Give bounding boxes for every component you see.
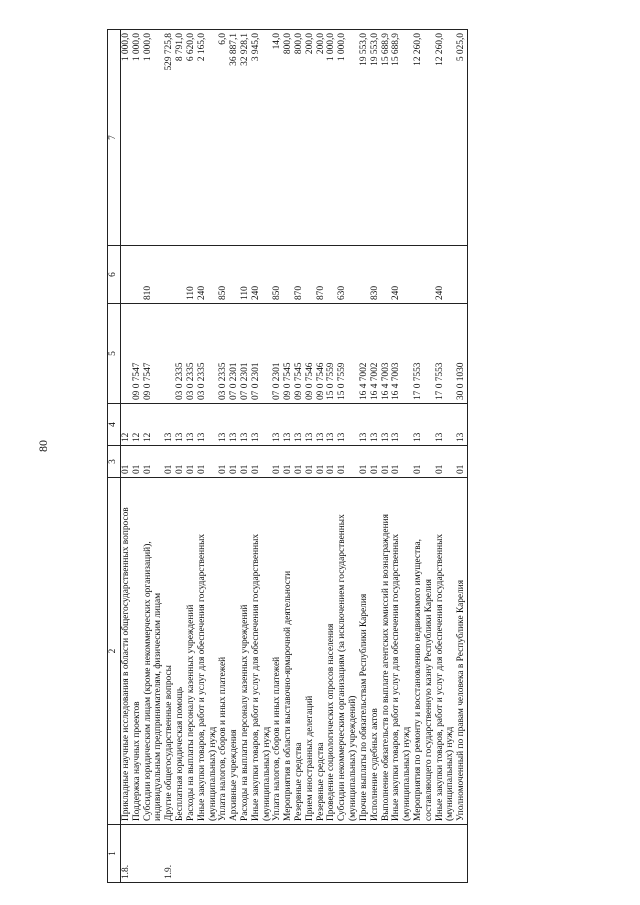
row-expense-type <box>326 246 337 304</box>
row-subsection: 13 <box>316 404 327 446</box>
row-amount: 14,0 <box>272 30 283 246</box>
row-number <box>175 825 186 883</box>
row-subsection: 13 <box>251 404 273 446</box>
row-number <box>337 825 359 883</box>
row-number <box>229 825 240 883</box>
row-amount: 200,0 <box>305 30 316 246</box>
row-name: Выполнение обязательств по выплате агентских комиссий и вознаграждения <box>381 478 392 825</box>
row-number <box>132 825 143 883</box>
row-target-article: 03 0 2335 <box>218 304 229 404</box>
col-header-7: 7 <box>108 30 121 246</box>
row-subsection: 13 <box>435 404 457 446</box>
table-row <box>337 30 359 883</box>
row-amount: 2 165,0 <box>197 30 219 246</box>
row-name: Резервные средства <box>294 478 305 825</box>
row-expense-type <box>381 246 392 304</box>
row-section: 01 <box>132 446 143 478</box>
row-target-article: 09 0 7547 <box>132 304 143 404</box>
row-section: 01 <box>143 446 165 478</box>
row-subsection: 13 <box>370 404 381 446</box>
row-section: 01 <box>251 446 273 478</box>
row-section: 01 <box>316 446 327 478</box>
row-target-article: 03 0 2335 <box>186 304 197 404</box>
row-name: Исполнение судебных актов <box>370 478 381 825</box>
row-section: 01 <box>381 446 392 478</box>
col-header-4: 4 <box>108 404 121 446</box>
table-row <box>218 30 229 883</box>
row-subsection: 13 <box>229 404 240 446</box>
row-subsection: 13 <box>391 404 413 446</box>
row-expense-type: 240 <box>391 246 413 304</box>
row-target-article: 09 0 7546 <box>316 304 327 404</box>
row-name: Субсидии юридическим лицам (кроме некоммерческих организаций), индивидуальным предпринимателям, физическим лицам <box>143 478 165 825</box>
row-number <box>413 825 435 883</box>
row-section: 01 <box>305 446 316 478</box>
table-row <box>186 30 197 883</box>
row-expense-type <box>121 246 132 304</box>
table-row <box>229 30 240 883</box>
row-name: Субсидии некоммерческим организациям (за исключением государственных (муниципальных) учреждений) <box>337 478 359 825</box>
row-target-article: 07 0 2301 <box>229 304 240 404</box>
row-name: Расходы на выплаты персоналу казенных учреждений <box>186 478 197 825</box>
row-section: 01 <box>359 446 370 478</box>
row-target-article: 09 0 7546 <box>305 304 316 404</box>
row-expense-type: 830 <box>370 246 381 304</box>
row-name: Иные закупки товаров, работ и услуг для обеспечения государственных (муниципальных) нужд <box>391 478 413 825</box>
table-row <box>164 30 175 883</box>
row-name: Бесплатная юридическая помощь <box>175 478 186 825</box>
table-row <box>175 30 186 883</box>
row-name: Иные закупки товаров, работ и услуг для обеспечения государственных (муниципальных) нужд <box>251 478 273 825</box>
row-expense-type: 870 <box>316 246 327 304</box>
row-target-article <box>121 304 132 404</box>
row-expense-type <box>305 246 316 304</box>
row-section: 01 <box>435 446 457 478</box>
row-section: 01 <box>121 446 132 478</box>
row-number <box>283 825 294 883</box>
row-section: 01 <box>175 446 186 478</box>
row-name: Расходы на выплаты персоналу казенных учреждений <box>240 478 251 825</box>
row-target-article: 17 0 7553 <box>413 304 435 404</box>
row-number <box>251 825 273 883</box>
row-number <box>272 825 283 883</box>
row-name: Иные закупки товаров, работ и услуг для обеспечения государственных (муниципальных) нужд <box>197 478 219 825</box>
col-header-6: 6 <box>108 246 121 304</box>
row-number <box>186 825 197 883</box>
row-name: Уплата налогов, сборов и иных платежей <box>218 478 229 825</box>
row-amount: 1 000,0 <box>132 30 143 246</box>
row-name: Уплата налогов, сборов и иных платежей <box>272 478 283 825</box>
table-row <box>240 30 251 883</box>
row-name: Проведение социологических опросов населения <box>326 478 337 825</box>
row-number: 1.9. <box>164 825 175 883</box>
table-row <box>197 30 219 883</box>
row-amount: 800,0 <box>283 30 294 246</box>
row-name: Прикладные научные исследования в области общегосударственных вопросов <box>121 478 132 825</box>
row-number <box>435 825 457 883</box>
row-amount: 1 000,0 <box>337 30 359 246</box>
table-row <box>391 30 413 883</box>
row-expense-type: 110 <box>240 246 251 304</box>
row-number <box>305 825 316 883</box>
row-amount: 12 260,0 <box>413 30 435 246</box>
row-number <box>359 825 370 883</box>
col-header-1: 1 <box>108 825 121 883</box>
row-section: 01 <box>229 446 240 478</box>
table-row <box>283 30 294 883</box>
row-amount: 529 725,8 <box>164 30 175 246</box>
row-amount: 19 553,0 <box>359 30 370 246</box>
row-section: 01 <box>337 446 359 478</box>
row-expense-type <box>164 246 175 304</box>
row-amount: 1 000,0 <box>326 30 337 246</box>
rotated-table-area <box>107 30 537 883</box>
row-name: Резервные средства <box>316 478 327 825</box>
row-section: 01 <box>456 446 467 478</box>
row-number <box>456 825 467 883</box>
row-section: 01 <box>294 446 305 478</box>
row-target-article: 09 0 7545 <box>283 304 294 404</box>
table-row <box>294 30 305 883</box>
row-number <box>381 825 392 883</box>
row-section: 01 <box>391 446 413 478</box>
table-row <box>359 30 370 883</box>
row-amount: 12 260,0 <box>435 30 457 246</box>
row-subsection: 13 <box>272 404 283 446</box>
col-header-3: 3 <box>108 446 121 478</box>
row-section: 01 <box>283 446 294 478</box>
row-amount: 36 887,1 <box>229 30 240 246</box>
row-amount: 15 688,9 <box>391 30 413 246</box>
row-target-article: 15 0 7559 <box>337 304 359 404</box>
row-section: 01 <box>272 446 283 478</box>
row-target-article: 16 4 7003 <box>391 304 413 404</box>
table-row <box>370 30 381 883</box>
row-subsection: 13 <box>456 404 467 446</box>
row-number <box>326 825 337 883</box>
row-expense-type: 850 <box>218 246 229 304</box>
row-section: 01 <box>413 446 435 478</box>
row-subsection: 13 <box>305 404 316 446</box>
row-subsection: 13 <box>359 404 370 446</box>
row-target-article: 07 0 2301 <box>251 304 273 404</box>
page-number: 80 <box>36 440 50 452</box>
row-name: Прочие выплаты по обязательствам Республики Карелия <box>359 478 370 825</box>
table-row <box>132 30 143 883</box>
col-header-5: 5 <box>108 304 121 404</box>
row-section: 01 <box>326 446 337 478</box>
row-expense-type <box>456 246 467 304</box>
row-subsection: 13 <box>381 404 392 446</box>
table-row <box>316 30 327 883</box>
row-amount: 6 620,0 <box>186 30 197 246</box>
row-expense-type: 240 <box>435 246 457 304</box>
row-name: Мероприятия в области выставочно-ярмарочной деятельности <box>283 478 294 825</box>
row-amount: 200,0 <box>316 30 327 246</box>
row-subsection: 13 <box>337 404 359 446</box>
row-amount: 3 945,0 <box>251 30 273 246</box>
row-number <box>391 825 413 883</box>
row-amount: 5 025,0 <box>456 30 467 246</box>
row-amount: 1 000,0 <box>143 30 165 246</box>
row-subsection: 12 <box>132 404 143 446</box>
row-amount: 8 791,0 <box>175 30 186 246</box>
row-name: Поддержка научных проектов <box>132 478 143 825</box>
row-subsection: 13 <box>197 404 219 446</box>
row-expense-type: 240 <box>251 246 273 304</box>
row-expense-type: 870 <box>294 246 305 304</box>
row-target-article: 30 0 1030 <box>456 304 467 404</box>
row-subsection: 13 <box>164 404 175 446</box>
row-name: Мероприятия по ремонту и восстановлению недвижимого имущества, составляющего государственную казну Республики Карелия <box>413 478 435 825</box>
row-target-article: 09 0 7545 <box>294 304 305 404</box>
row-subsection: 13 <box>240 404 251 446</box>
row-subsection: 13 <box>294 404 305 446</box>
row-section: 01 <box>240 446 251 478</box>
row-number <box>370 825 381 883</box>
row-subsection: 13 <box>175 404 186 446</box>
row-subsection: 12 <box>121 404 132 446</box>
row-number: 1.8. <box>121 825 132 883</box>
row-subsection: 13 <box>326 404 337 446</box>
row-amount: 19 553,0 <box>370 30 381 246</box>
row-subsection: 13 <box>218 404 229 446</box>
table-row <box>413 30 435 883</box>
row-number <box>294 825 305 883</box>
budget-table <box>107 29 468 883</box>
row-amount: 6,0 <box>218 30 229 246</box>
col-header-2: 2 <box>108 478 121 825</box>
row-subsection: 12 <box>143 404 165 446</box>
row-section: 01 <box>218 446 229 478</box>
row-name: Уполномоченный по правам человека в Республике Карелия <box>456 478 467 825</box>
table-body <box>121 30 468 883</box>
row-amount: 800,0 <box>294 30 305 246</box>
row-amount: 1 000,0 <box>121 30 132 246</box>
table-row <box>456 30 467 883</box>
table-row <box>381 30 392 883</box>
row-name: Прием иностранных делегаций <box>305 478 316 825</box>
row-subsection: 13 <box>283 404 294 446</box>
row-number <box>218 825 229 883</box>
row-target-article: 07 0 2301 <box>272 304 283 404</box>
row-target-article: 03 0 2335 <box>197 304 219 404</box>
row-expense-type <box>132 246 143 304</box>
row-subsection: 13 <box>413 404 435 446</box>
row-expense-type <box>283 246 294 304</box>
row-target-article: 07 0 2301 <box>240 304 251 404</box>
row-expense-type <box>175 246 186 304</box>
row-expense-type <box>413 246 435 304</box>
table-row <box>251 30 273 883</box>
row-amount: 15 688,9 <box>381 30 392 246</box>
table-row <box>272 30 283 883</box>
row-target-article <box>164 304 175 404</box>
row-expense-type: 850 <box>272 246 283 304</box>
row-target-article: 16 4 7003 <box>381 304 392 404</box>
row-expense-type: 240 <box>197 246 219 304</box>
table-row <box>121 30 132 883</box>
row-subsection: 13 <box>186 404 197 446</box>
row-number <box>143 825 165 883</box>
row-name: Иные закупки товаров, работ и услуг для обеспечения государственных (муниципальных) нужд <box>435 478 457 825</box>
row-number <box>240 825 251 883</box>
row-number <box>316 825 327 883</box>
row-expense-type: 810 <box>143 246 165 304</box>
row-target-article: 09 0 7547 <box>143 304 165 404</box>
row-target-article: 03 0 2335 <box>175 304 186 404</box>
row-section: 01 <box>186 446 197 478</box>
row-target-article: 15 0 7559 <box>326 304 337 404</box>
row-number <box>197 825 219 883</box>
table-row <box>326 30 337 883</box>
row-target-article: 16 4 7002 <box>359 304 370 404</box>
row-expense-type <box>359 246 370 304</box>
row-section: 01 <box>197 446 219 478</box>
table-row <box>143 30 165 883</box>
table-row <box>435 30 457 883</box>
row-section: 01 <box>164 446 175 478</box>
row-target-article: 16 4 7002 <box>370 304 381 404</box>
row-name: Архивные учреждения <box>229 478 240 825</box>
row-name: Другие общегосударственные вопросы <box>164 478 175 825</box>
row-target-article: 17 0 7553 <box>435 304 457 404</box>
row-expense-type: 630 <box>337 246 359 304</box>
row-section: 01 <box>370 446 381 478</box>
table-row <box>305 30 316 883</box>
row-expense-type: 110 <box>186 246 197 304</box>
row-amount: 32 928,1 <box>240 30 251 246</box>
row-expense-type <box>229 246 240 304</box>
table-header-row <box>108 30 121 883</box>
